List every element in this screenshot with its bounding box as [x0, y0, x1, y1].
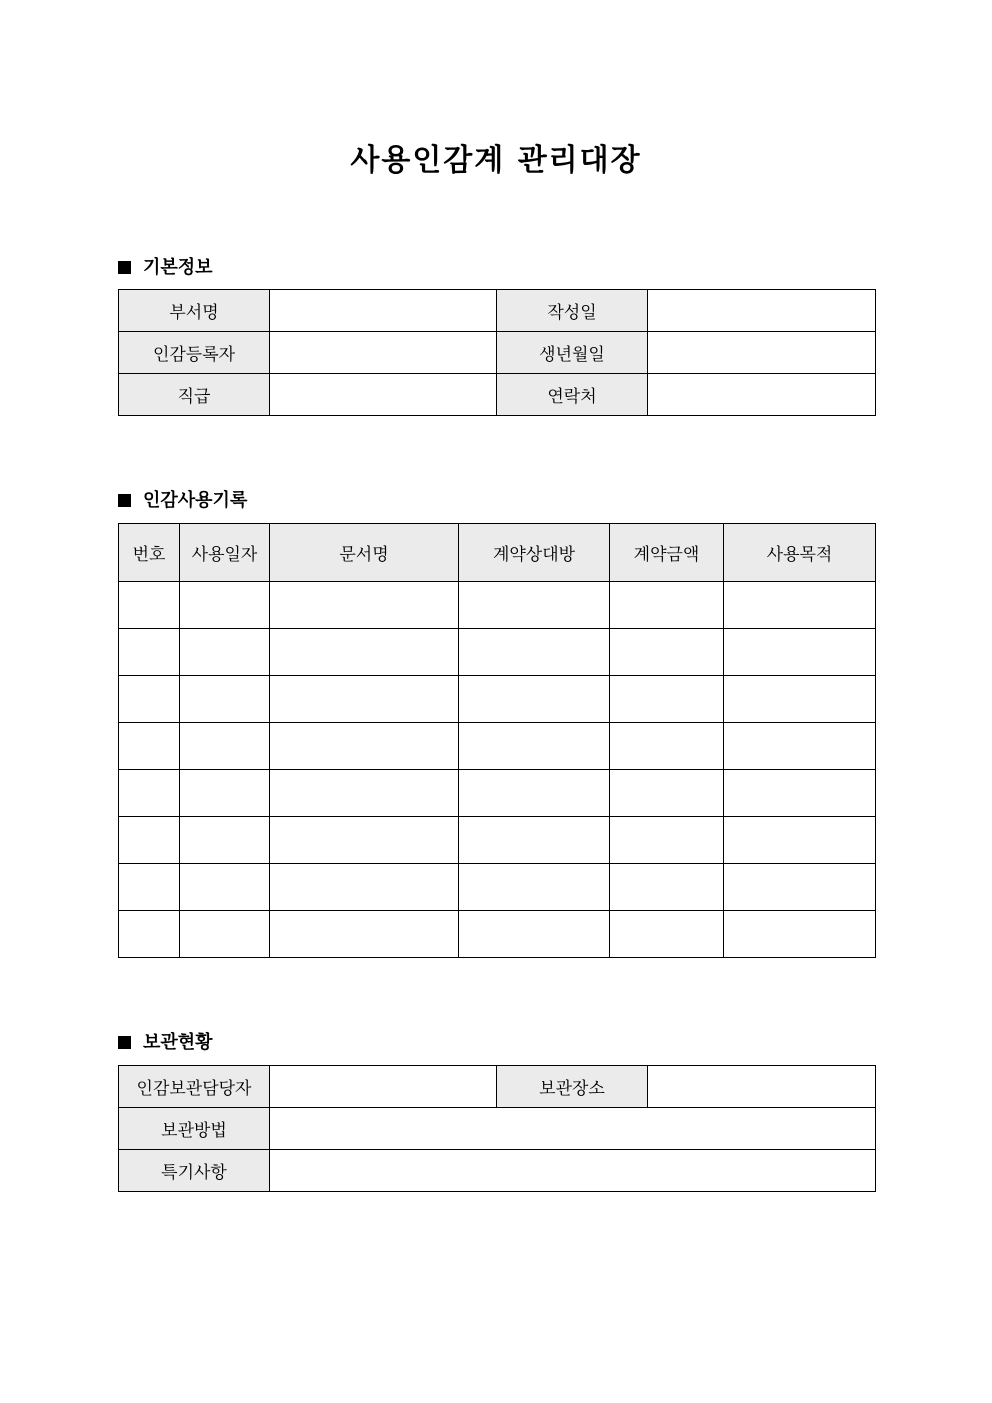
table-row [119, 864, 876, 911]
section-storage-heading [118, 1028, 213, 1054]
date-written-label: 작성일 [497, 290, 648, 332]
table-cell[interactable] [459, 911, 610, 958]
section-basic-label: 기본정보 [143, 257, 213, 278]
seal-manager-label: 인감보관담당자 [119, 1066, 270, 1108]
table-cell[interactable] [610, 770, 724, 817]
table-cell[interactable] [119, 723, 180, 770]
table-cell[interactable] [270, 817, 459, 864]
table-header-row [119, 524, 876, 582]
header-contract-amount: 계약금액 [610, 524, 724, 582]
table-cell[interactable] [610, 911, 724, 958]
table-cell[interactable] [270, 864, 459, 911]
contact-label: 연락처 [497, 374, 648, 416]
position-label: 직급 [119, 374, 270, 416]
table-cell[interactable] [724, 911, 876, 958]
square-bullet-icon [118, 494, 131, 507]
table-cell[interactable] [180, 864, 270, 911]
table-cell[interactable] [270, 911, 459, 958]
table-row [119, 723, 876, 770]
table-cell[interactable] [610, 676, 724, 723]
table-cell[interactable] [180, 723, 270, 770]
table-cell[interactable] [459, 676, 610, 723]
header-usage-purpose: 사용목적 [724, 524, 876, 582]
table-cell[interactable] [119, 629, 180, 676]
table-cell[interactable] [119, 817, 180, 864]
table-cell[interactable] [610, 864, 724, 911]
birthdate-value-cell[interactable] [648, 332, 876, 374]
header-counterparty: 계약상대방 [459, 524, 610, 582]
table-row [119, 817, 876, 864]
table-cell[interactable] [270, 723, 459, 770]
table-row [119, 290, 876, 332]
table-cell[interactable] [610, 582, 724, 629]
registrant-label: 인감등록자 [119, 332, 270, 374]
registrant-value-cell[interactable] [270, 332, 497, 374]
table-cell[interactable] [459, 723, 610, 770]
birthdate-label: 생년월일 [497, 332, 648, 374]
remarks-label: 특기사항 [119, 1150, 270, 1192]
table-row [119, 1066, 876, 1108]
table-cell[interactable] [724, 676, 876, 723]
section-basic-heading [118, 253, 213, 279]
storage-info-table [118, 1065, 876, 1192]
table-cell[interactable] [610, 723, 724, 770]
table-cell[interactable] [270, 629, 459, 676]
dept-label: 부서명 [119, 290, 270, 332]
table-cell[interactable] [610, 629, 724, 676]
table-row [119, 770, 876, 817]
seal-manager-value-cell[interactable] [270, 1066, 497, 1108]
date-written-value-cell[interactable] [648, 290, 876, 332]
table-cell[interactable] [459, 629, 610, 676]
table-cell[interactable] [119, 582, 180, 629]
header-document-name: 문서명 [270, 524, 459, 582]
square-bullet-icon [118, 261, 131, 274]
storage-method-label: 보관방법 [119, 1108, 270, 1150]
table-cell[interactable] [724, 723, 876, 770]
usage-record-table [118, 523, 876, 958]
table-cell[interactable] [270, 582, 459, 629]
table-cell[interactable] [724, 582, 876, 629]
dept-value-cell[interactable] [270, 290, 497, 332]
table-row [119, 1150, 876, 1192]
table-cell[interactable] [180, 770, 270, 817]
table-cell[interactable] [180, 582, 270, 629]
remarks-value-cell[interactable] [270, 1150, 876, 1192]
table-cell[interactable] [724, 629, 876, 676]
table-row [119, 374, 876, 416]
table-cell[interactable] [459, 582, 610, 629]
storage-location-value-cell[interactable] [648, 1066, 876, 1108]
table-row [119, 676, 876, 723]
table-cell[interactable] [459, 864, 610, 911]
contact-value-cell[interactable] [648, 374, 876, 416]
page-title: 사용인감계 관리대장 [350, 143, 642, 178]
table-cell[interactable] [180, 817, 270, 864]
table-cell[interactable] [180, 676, 270, 723]
basic-info-table [118, 289, 876, 416]
storage-location-label: 보관장소 [497, 1066, 648, 1108]
table-cell[interactable] [724, 864, 876, 911]
table-row [119, 911, 876, 958]
header-usage-date: 사용일자 [180, 524, 270, 582]
table-cell[interactable] [724, 770, 876, 817]
table-cell[interactable] [119, 911, 180, 958]
table-cell[interactable] [119, 864, 180, 911]
table-cell[interactable] [724, 817, 876, 864]
section-storage-label: 보관현황 [143, 1032, 213, 1053]
table-row [119, 582, 876, 629]
table-cell[interactable] [610, 817, 724, 864]
table-cell[interactable] [180, 911, 270, 958]
table-row [119, 332, 876, 374]
position-value-cell[interactable] [270, 374, 497, 416]
table-cell[interactable] [119, 676, 180, 723]
table-cell[interactable] [180, 629, 270, 676]
table-cell[interactable] [119, 770, 180, 817]
table-cell[interactable] [270, 676, 459, 723]
table-cell[interactable] [270, 770, 459, 817]
table-cell[interactable] [459, 770, 610, 817]
section-usage-heading [118, 486, 247, 512]
storage-method-value-cell[interactable] [270, 1108, 876, 1150]
table-row [119, 629, 876, 676]
header-number: 번호 [119, 524, 180, 582]
table-cell[interactable] [459, 817, 610, 864]
section-usage-label: 인감사용기록 [143, 490, 248, 511]
square-bullet-icon [118, 1036, 131, 1049]
table-row [119, 1108, 876, 1150]
